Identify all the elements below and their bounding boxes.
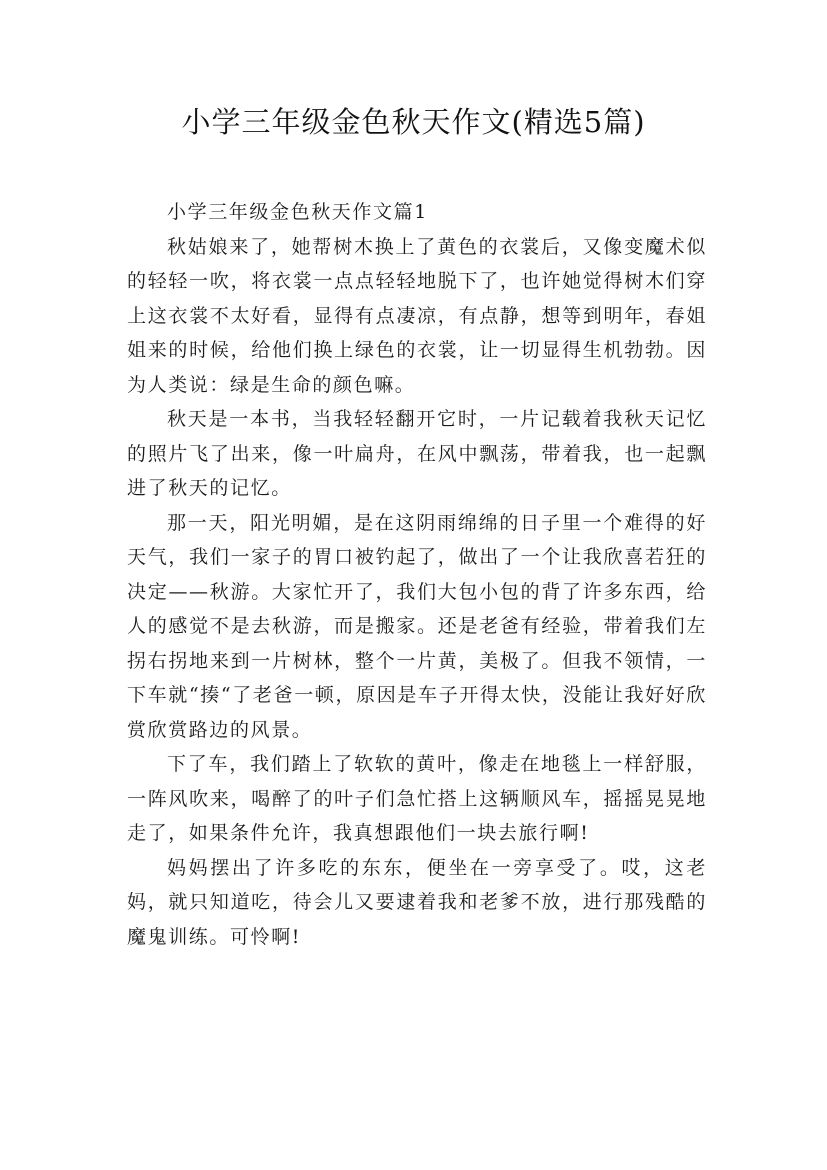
paragraph-5: 妈妈摆出了许多吃的东东，便坐在一旁享受了。哎，这老妈，就只知道吃，待会儿又要逮着我和老爹不放，进行那残酷的魔鬼训练。可怜啊!	[127, 856, 707, 948]
paragraph-3: 那一天，阳光明媚，是在这阴雨绵绵的日子里一个难得的好天气，我们一家子的胃口被钓起了，做出了一个让我欣喜若狂的决定——秋游。大家忙开了，我们大包小包的背了许多东西，给人的感觉不是去秋游，而是搬家。还是老爸有经验，带着我们左拐右拐地来到一片树林，整个一片黄，美极了。但我不领情，一下车就“揍“了老爸一顿，原因是车子开得太快，没能让我好好欣赏欣赏路边的风景。	[127, 511, 707, 741]
paragraph-4: 下了车，我们踏上了软软的黄叶，像走在地毯上一样舒服，一阵风吹来，喝醉了的叶子们急忙搭上这辆顺风车，摇摇晃晃地走了，如果条件允许，我真想跟他们一块去旅行啊!	[127, 753, 707, 844]
paragraph-2: 秋天是一本书，当我轻轻翻开它时，一片记载着我秋天记忆的照片飞了出来，像一叶扁舟，在风中飘荡，带着我，也一起飘进了秋天的记忆。	[127, 408, 707, 499]
document-body	[127, 195, 707, 954]
document-title: 小学三年级金色秋天作文(精选5篇)	[181, 105, 646, 139]
section-heading: 小学三年级金色秋天作文篇1	[167, 201, 428, 223]
paragraph-1: 秋姑娘来了，她帮树木换上了黄色的衣裳后，又像变魔术似的轻轻一吹，将衣裳一点点轻轻地脱下了，也许她觉得树木们穿上这衣裳不太好看，显得有点凄凉，有点静，想等到明年，春姐姐来的时候，给他们换上绿色的衣裳，让一切显得生机勃勃。因为人类说：绿是生命的颜色嘛。	[127, 235, 707, 396]
